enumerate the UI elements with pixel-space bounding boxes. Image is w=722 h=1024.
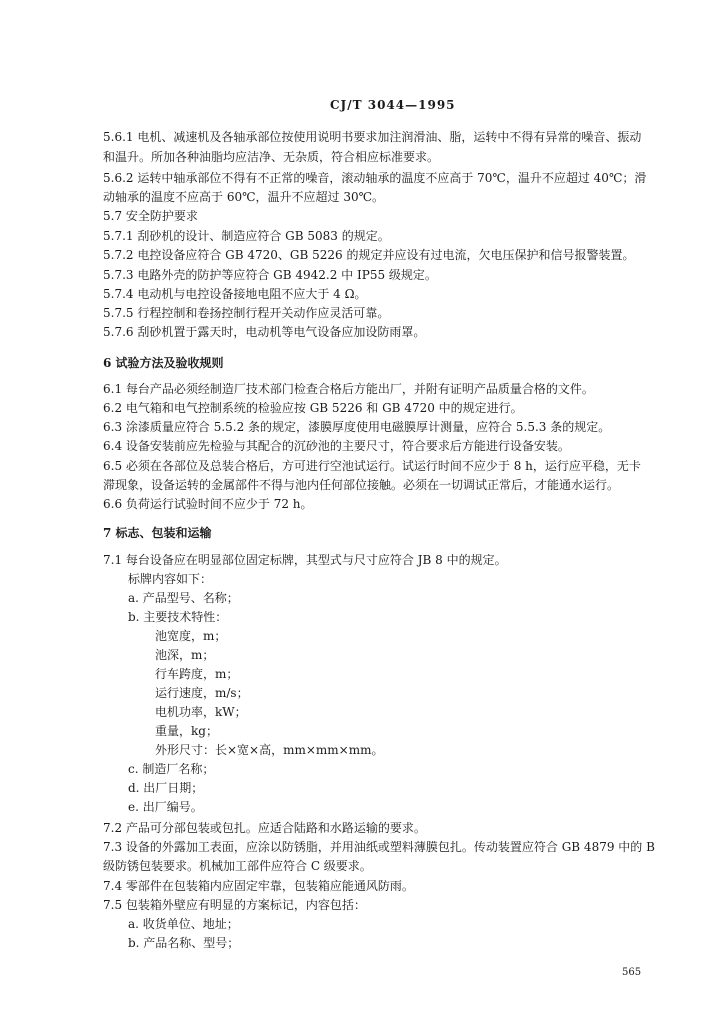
text-line: 6.1 每台产品必须经制造厂技术部门检查合格后方能出厂，并附有证明产品质量合格的文件。	[103, 382, 594, 396]
text-line: 6.6 负荷运行试验时间不应少于 72 h。	[103, 497, 313, 511]
text-line: c. 制造厂名称；	[128, 762, 215, 776]
text-line: 7.2 产品可分部包装或包扎。应适合陆路和水路运输的要求。	[103, 821, 426, 835]
page-header: CJ/T 3044—1995	[330, 98, 456, 112]
text-line: 级防锈包装要求。机械加工部件应符合 C 级要求。	[103, 859, 372, 873]
text-line: 5.7.2 电控设备应符合 GB 4720、GB 5226 的规定并应设有过电流，欠电压保护和信号报警装置。	[103, 248, 635, 262]
text-line: 7.4 零部件在包装箱内应固定牢靠，包装箱应能通风防雨。	[103, 879, 414, 893]
text-line: 5.7 安全防护要求	[103, 209, 198, 223]
text-line: b. 产品名称、型号；	[128, 936, 240, 950]
text-line: a. 产品型号、名称；	[128, 591, 239, 605]
text-line: 动轴承的温度不应高于 60℃，温升不应超过 30℃。	[103, 190, 385, 204]
text-line: 5.7.4 电动机与电控设备接地电阻不应大于 4 Ω。	[103, 287, 367, 301]
text-line: 和温升。所加各种油脂均应洁净、无杂质，符合相应标准要求。	[103, 150, 440, 164]
text-line: 5.7.5 行程控制和卷扬控制行程开关动作应灵活可靠。	[103, 306, 390, 320]
text-line: 标牌内容如下：	[128, 572, 213, 586]
text-line: 外形尺寸：长×宽×高，mm×mm×mm。	[155, 743, 384, 757]
text-line: e. 出厂编号。	[128, 800, 203, 814]
text-line: 池宽度，m；	[155, 629, 227, 643]
text-line: 滞现象，设备运转的金属部件不得与池内任何部位接触。必须在一切调试正常后，才能通水运行。	[103, 478, 620, 492]
text-line: 5.7.3 电路外壳的防护等应符合 GB 4942.2 中 IP55 级规定。	[103, 268, 437, 282]
page-number: 565	[622, 967, 642, 978]
section-heading: 6 试验方法及验收规则	[103, 356, 224, 370]
text-line: 6.2 电气箱和电气控制系统的检验应按 GB 5226 和 GB 4720 中的规定进行。	[103, 401, 523, 415]
text-line: 电机功率，kW；	[155, 705, 247, 719]
text-line: 5.7.1 刮砂机的设计、制造应符合 GB 5083 的规定。	[103, 229, 390, 243]
text-line: 7.3 设备的外露加工表面，应涂以防锈脂，并用油纸或塑料薄膜包扎。传动装置应符合 GB 4879 中的 B	[103, 840, 655, 854]
text-line: d. 出厂日期；	[128, 781, 204, 795]
text-line: 池深，m；	[155, 648, 215, 662]
text-line: 5.7.6 刮砂机置于露天时，电动机等电气设备应加设防雨罩。	[103, 325, 426, 339]
text-line: b. 主要技术特性：	[128, 610, 228, 624]
text-line: 7.5 包装箱外壁应有明显的方案标记，内容包括：	[103, 898, 366, 912]
text-line: 运行速度，m/s；	[155, 686, 249, 700]
text-line: 重量，kg；	[155, 724, 218, 738]
text-line: 6.3 涂漆质量应符合 5.5.2 条的规定，漆膜厚度使用电磁膜厚计测量，应符合 5.5.3 条的规定。	[103, 420, 611, 434]
text-line: 7.1 每台设备应在明显部位固定标牌，其型式与尺寸应符合 JB 8 中的规定。	[103, 553, 507, 567]
section-heading: 7 标志、包装和运输	[103, 526, 212, 540]
text-line: 5.6.1 电机、减速机及各轴承部位按使用说明书要求加注润滑油、脂，运转中不得有异常的噪音、振动	[103, 130, 642, 144]
text-line: 5.6.2 运转中轴承部位不得有不正常的噪音，滚动轴承的温度不应高于 70℃，温升不应超过 40℃；滑	[103, 171, 647, 185]
text-line: 行车跨度，m；	[155, 667, 239, 681]
text-line: a. 收货单位、地址；	[128, 917, 239, 931]
text-line: 6.4 设备安装前应先检验与其配合的沉砂池的主要尺寸，符合要求后方能进行设备安装。	[103, 439, 570, 453]
text-line: 6.5 必须在各部位及总装合格后，方可进行空池试运行。试运行时间不应少于 8 h，运行应平稳，无卡	[103, 459, 641, 473]
